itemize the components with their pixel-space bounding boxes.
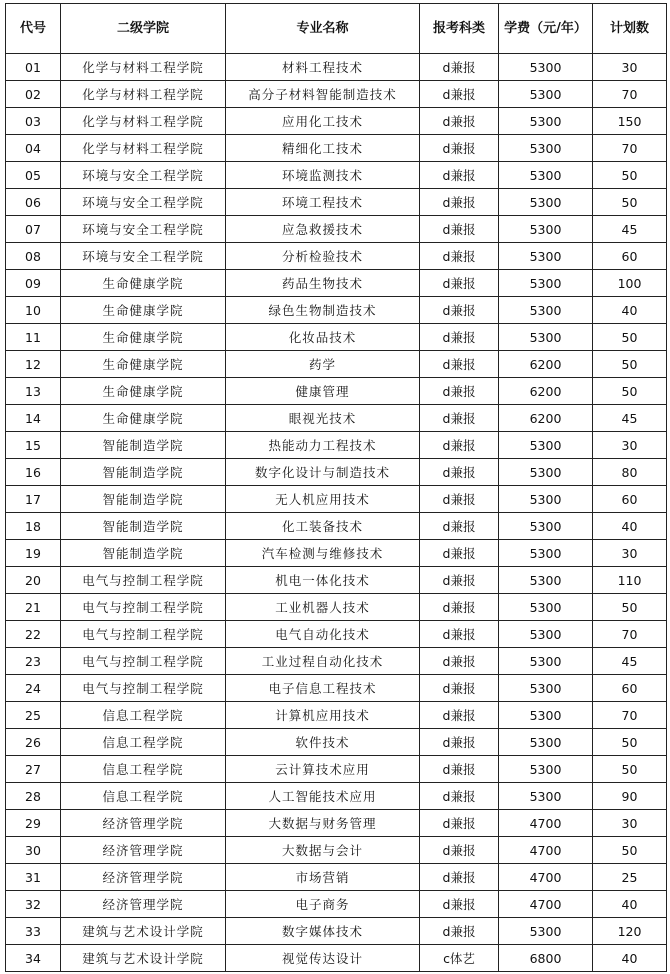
cell-college: 智能制造学院: [61, 432, 226, 459]
table-row: [6, 837, 667, 864]
cell-major: 机电一体化技术: [226, 567, 420, 594]
cell-major: 化工装备技术: [226, 513, 420, 540]
table-row: [6, 351, 667, 378]
cell-category: d兼报: [420, 567, 499, 594]
cell-category: d兼报: [420, 540, 499, 567]
cell-code: 21: [6, 594, 61, 621]
cell-category: d兼报: [420, 756, 499, 783]
cell-college: 经济管理学院: [61, 837, 226, 864]
cell-tuition: 6800: [499, 945, 593, 972]
cell-category: d兼报: [420, 837, 499, 864]
cell-college: 电气与控制工程学院: [61, 621, 226, 648]
table-row: [6, 270, 667, 297]
table-row: [6, 702, 667, 729]
cell-major: 应急救援技术: [226, 216, 420, 243]
table-row: [6, 513, 667, 540]
cell-plan: 30: [593, 54, 667, 81]
cell-college: 化学与材料工程学院: [61, 54, 226, 81]
cell-code: 04: [6, 135, 61, 162]
cell-plan: 60: [593, 675, 667, 702]
table-row: [6, 297, 667, 324]
header-plan: 计划数: [593, 4, 667, 54]
cell-college: 化学与材料工程学院: [61, 135, 226, 162]
header-major: 专业名称: [226, 4, 420, 54]
cell-tuition: 5300: [499, 81, 593, 108]
cell-category: d兼报: [420, 486, 499, 513]
cell-category: d兼报: [420, 243, 499, 270]
cell-plan: 80: [593, 459, 667, 486]
cell-code: 09: [6, 270, 61, 297]
cell-code: 18: [6, 513, 61, 540]
cell-college: 信息工程学院: [61, 783, 226, 810]
cell-college: 建筑与艺术设计学院: [61, 918, 226, 945]
cell-college: 智能制造学院: [61, 459, 226, 486]
cell-tuition: 5300: [499, 162, 593, 189]
cell-code: 23: [6, 648, 61, 675]
table-body: [6, 54, 667, 972]
cell-category: d兼报: [420, 864, 499, 891]
cell-code: 05: [6, 162, 61, 189]
cell-plan: 30: [593, 810, 667, 837]
cell-college: 环境与安全工程学院: [61, 216, 226, 243]
cell-college: 环境与安全工程学院: [61, 189, 226, 216]
cell-major: 绿色生物制造技术: [226, 297, 420, 324]
cell-category: d兼报: [420, 675, 499, 702]
cell-plan: 60: [593, 243, 667, 270]
cell-category: d兼报: [420, 297, 499, 324]
cell-college: 电气与控制工程学院: [61, 648, 226, 675]
table-row: [6, 945, 667, 972]
cell-college: 电气与控制工程学院: [61, 675, 226, 702]
cell-major: 眼视光技术: [226, 405, 420, 432]
cell-code: 30: [6, 837, 61, 864]
table-row: [6, 243, 667, 270]
cell-plan: 70: [593, 702, 667, 729]
cell-category: d兼报: [420, 594, 499, 621]
cell-major: 化妆品技术: [226, 324, 420, 351]
cell-code: 07: [6, 216, 61, 243]
cell-plan: 70: [593, 81, 667, 108]
cell-tuition: 5300: [499, 648, 593, 675]
table-row: [6, 405, 667, 432]
cell-college: 生命健康学院: [61, 351, 226, 378]
table-row: [6, 324, 667, 351]
cell-college: 信息工程学院: [61, 702, 226, 729]
cell-major: 云计算技术应用: [226, 756, 420, 783]
cell-major: 计算机应用技术: [226, 702, 420, 729]
cell-tuition: 5300: [499, 918, 593, 945]
table-row: [6, 891, 667, 918]
table-row: [6, 810, 667, 837]
table-row: [6, 594, 667, 621]
cell-major: 电子商务: [226, 891, 420, 918]
table-row: [6, 54, 667, 81]
cell-major: 精细化工技术: [226, 135, 420, 162]
enrollment-plan-table: [5, 3, 667, 972]
cell-code: 03: [6, 108, 61, 135]
cell-major: 数字媒体技术: [226, 918, 420, 945]
table-row: [6, 162, 667, 189]
cell-major: 分析检验技术: [226, 243, 420, 270]
cell-category: d兼报: [420, 918, 499, 945]
cell-college: 生命健康学院: [61, 324, 226, 351]
cell-category: d兼报: [420, 270, 499, 297]
cell-tuition: 5300: [499, 675, 593, 702]
cell-code: 31: [6, 864, 61, 891]
cell-plan: 50: [593, 324, 667, 351]
cell-plan: 40: [593, 513, 667, 540]
cell-college: 智能制造学院: [61, 486, 226, 513]
header-code: 代号: [6, 4, 61, 54]
cell-plan: 45: [593, 648, 667, 675]
cell-code: 29: [6, 810, 61, 837]
table-row: [6, 918, 667, 945]
cell-tuition: 6200: [499, 351, 593, 378]
cell-category: d兼报: [420, 702, 499, 729]
cell-plan: 50: [593, 351, 667, 378]
cell-category: c体艺: [420, 945, 499, 972]
cell-code: 13: [6, 378, 61, 405]
cell-major: 药品生物技术: [226, 270, 420, 297]
cell-category: d兼报: [420, 54, 499, 81]
cell-college: 生命健康学院: [61, 378, 226, 405]
cell-tuition: 5300: [499, 297, 593, 324]
cell-major: 电气自动化技术: [226, 621, 420, 648]
cell-major: 工业过程自动化技术: [226, 648, 420, 675]
cell-tuition: 5300: [499, 567, 593, 594]
cell-plan: 40: [593, 297, 667, 324]
cell-tuition: 5300: [499, 432, 593, 459]
cell-plan: 50: [593, 837, 667, 864]
cell-college: 智能制造学院: [61, 540, 226, 567]
cell-tuition: 5300: [499, 756, 593, 783]
cell-tuition: 5300: [499, 108, 593, 135]
cell-plan: 100: [593, 270, 667, 297]
cell-code: 20: [6, 567, 61, 594]
cell-plan: 110: [593, 567, 667, 594]
table-row: [6, 378, 667, 405]
cell-code: 32: [6, 891, 61, 918]
cell-major: 大数据与财务管理: [226, 810, 420, 837]
table-row: [6, 783, 667, 810]
cell-plan: 70: [593, 135, 667, 162]
cell-major: 工业机器人技术: [226, 594, 420, 621]
cell-major: 市场营销: [226, 864, 420, 891]
cell-code: 26: [6, 729, 61, 756]
cell-college: 生命健康学院: [61, 405, 226, 432]
cell-category: d兼报: [420, 459, 499, 486]
cell-category: d兼报: [420, 648, 499, 675]
table-row: [6, 675, 667, 702]
table-row: [6, 864, 667, 891]
cell-plan: 40: [593, 891, 667, 918]
cell-tuition: 6200: [499, 378, 593, 405]
table-row: [6, 216, 667, 243]
cell-code: 06: [6, 189, 61, 216]
cell-category: d兼报: [420, 810, 499, 837]
cell-tuition: 5300: [499, 270, 593, 297]
cell-code: 28: [6, 783, 61, 810]
cell-college: 经济管理学院: [61, 891, 226, 918]
table-row: [6, 432, 667, 459]
cell-college: 智能制造学院: [61, 513, 226, 540]
cell-category: d兼报: [420, 432, 499, 459]
cell-major: 电子信息工程技术: [226, 675, 420, 702]
cell-category: d兼报: [420, 216, 499, 243]
cell-tuition: 5300: [499, 243, 593, 270]
cell-major: 汽车检测与维修技术: [226, 540, 420, 567]
cell-college: 信息工程学院: [61, 756, 226, 783]
cell-tuition: 5300: [499, 54, 593, 81]
cell-tuition: 4700: [499, 864, 593, 891]
table-row: [6, 621, 667, 648]
cell-category: d兼报: [420, 189, 499, 216]
cell-category: d兼报: [420, 351, 499, 378]
cell-plan: 25: [593, 864, 667, 891]
cell-plan: 50: [593, 189, 667, 216]
cell-code: 27: [6, 756, 61, 783]
cell-college: 经济管理学院: [61, 810, 226, 837]
cell-major: 药学: [226, 351, 420, 378]
table-row: [6, 189, 667, 216]
cell-plan: 60: [593, 486, 667, 513]
cell-college: 环境与安全工程学院: [61, 243, 226, 270]
cell-major: 热能动力工程技术: [226, 432, 420, 459]
cell-major: 大数据与会计: [226, 837, 420, 864]
cell-code: 14: [6, 405, 61, 432]
cell-category: d兼报: [420, 81, 499, 108]
cell-college: 化学与材料工程学院: [61, 81, 226, 108]
table-row: [6, 108, 667, 135]
cell-code: 24: [6, 675, 61, 702]
cell-plan: 50: [593, 729, 667, 756]
cell-tuition: 5300: [499, 324, 593, 351]
cell-major: 应用化工技术: [226, 108, 420, 135]
cell-college: 电气与控制工程学院: [61, 594, 226, 621]
cell-code: 08: [6, 243, 61, 270]
cell-major: 高分子材料智能制造技术: [226, 81, 420, 108]
cell-college: 建筑与艺术设计学院: [61, 945, 226, 972]
cell-plan: 40: [593, 945, 667, 972]
cell-code: 02: [6, 81, 61, 108]
table-row: [6, 567, 667, 594]
cell-code: 12: [6, 351, 61, 378]
cell-major: 软件技术: [226, 729, 420, 756]
cell-category: d兼报: [420, 405, 499, 432]
cell-major: 无人机应用技术: [226, 486, 420, 513]
cell-college: 生命健康学院: [61, 297, 226, 324]
cell-code: 10: [6, 297, 61, 324]
cell-tuition: 5300: [499, 513, 593, 540]
cell-college: 经济管理学院: [61, 864, 226, 891]
cell-code: 01: [6, 54, 61, 81]
cell-tuition: 5300: [499, 459, 593, 486]
cell-tuition: 5300: [499, 486, 593, 513]
cell-major: 健康管理: [226, 378, 420, 405]
cell-college: 信息工程学院: [61, 729, 226, 756]
cell-code: 15: [6, 432, 61, 459]
cell-major: 环境监测技术: [226, 162, 420, 189]
cell-code: 22: [6, 621, 61, 648]
cell-category: d兼报: [420, 729, 499, 756]
cell-code: 17: [6, 486, 61, 513]
cell-tuition: 5300: [499, 783, 593, 810]
cell-tuition: 5300: [499, 189, 593, 216]
cell-category: d兼报: [420, 324, 499, 351]
cell-tuition: 5300: [499, 216, 593, 243]
cell-plan: 120: [593, 918, 667, 945]
cell-major: 人工智能技术应用: [226, 783, 420, 810]
header-category: 报考科类: [420, 4, 499, 54]
cell-plan: 50: [593, 594, 667, 621]
cell-category: d兼报: [420, 513, 499, 540]
cell-plan: 90: [593, 783, 667, 810]
cell-plan: 45: [593, 216, 667, 243]
table-row: [6, 729, 667, 756]
cell-category: d兼报: [420, 621, 499, 648]
header-tuition: 学费（元/年）: [499, 4, 593, 54]
cell-plan: 150: [593, 108, 667, 135]
cell-code: 11: [6, 324, 61, 351]
cell-category: d兼报: [420, 378, 499, 405]
cell-category: d兼报: [420, 891, 499, 918]
cell-tuition: 5300: [499, 594, 593, 621]
cell-tuition: 4700: [499, 837, 593, 864]
cell-code: 34: [6, 945, 61, 972]
cell-plan: 45: [593, 405, 667, 432]
cell-tuition: 4700: [499, 810, 593, 837]
cell-college: 电气与控制工程学院: [61, 567, 226, 594]
cell-category: d兼报: [420, 108, 499, 135]
cell-tuition: 5300: [499, 540, 593, 567]
cell-code: 19: [6, 540, 61, 567]
cell-plan: 30: [593, 432, 667, 459]
cell-plan: 50: [593, 756, 667, 783]
cell-tuition: 5300: [499, 621, 593, 648]
cell-code: 16: [6, 459, 61, 486]
table-row: [6, 648, 667, 675]
cell-college: 环境与安全工程学院: [61, 162, 226, 189]
header-college: 二级学院: [61, 4, 226, 54]
table-row: [6, 81, 667, 108]
cell-plan: 30: [593, 540, 667, 567]
cell-code: 33: [6, 918, 61, 945]
cell-college: 化学与材料工程学院: [61, 108, 226, 135]
cell-category: d兼报: [420, 162, 499, 189]
cell-major: 环境工程技术: [226, 189, 420, 216]
cell-plan: 50: [593, 162, 667, 189]
cell-plan: 50: [593, 378, 667, 405]
cell-tuition: 5300: [499, 729, 593, 756]
cell-major: 数字化设计与制造技术: [226, 459, 420, 486]
cell-tuition: 4700: [499, 891, 593, 918]
cell-tuition: 6200: [499, 405, 593, 432]
cell-tuition: 5300: [499, 702, 593, 729]
table-row: [6, 486, 667, 513]
table-row: [6, 459, 667, 486]
cell-plan: 70: [593, 621, 667, 648]
cell-category: d兼报: [420, 783, 499, 810]
cell-code: 25: [6, 702, 61, 729]
table-row: [6, 756, 667, 783]
cell-college: 生命健康学院: [61, 270, 226, 297]
table-row: [6, 540, 667, 567]
cell-major: 材料工程技术: [226, 54, 420, 81]
cell-category: d兼报: [420, 135, 499, 162]
table-row: [6, 135, 667, 162]
cell-major: 视觉传达设计: [226, 945, 420, 972]
cell-tuition: 5300: [499, 135, 593, 162]
header-row: [6, 4, 667, 54]
